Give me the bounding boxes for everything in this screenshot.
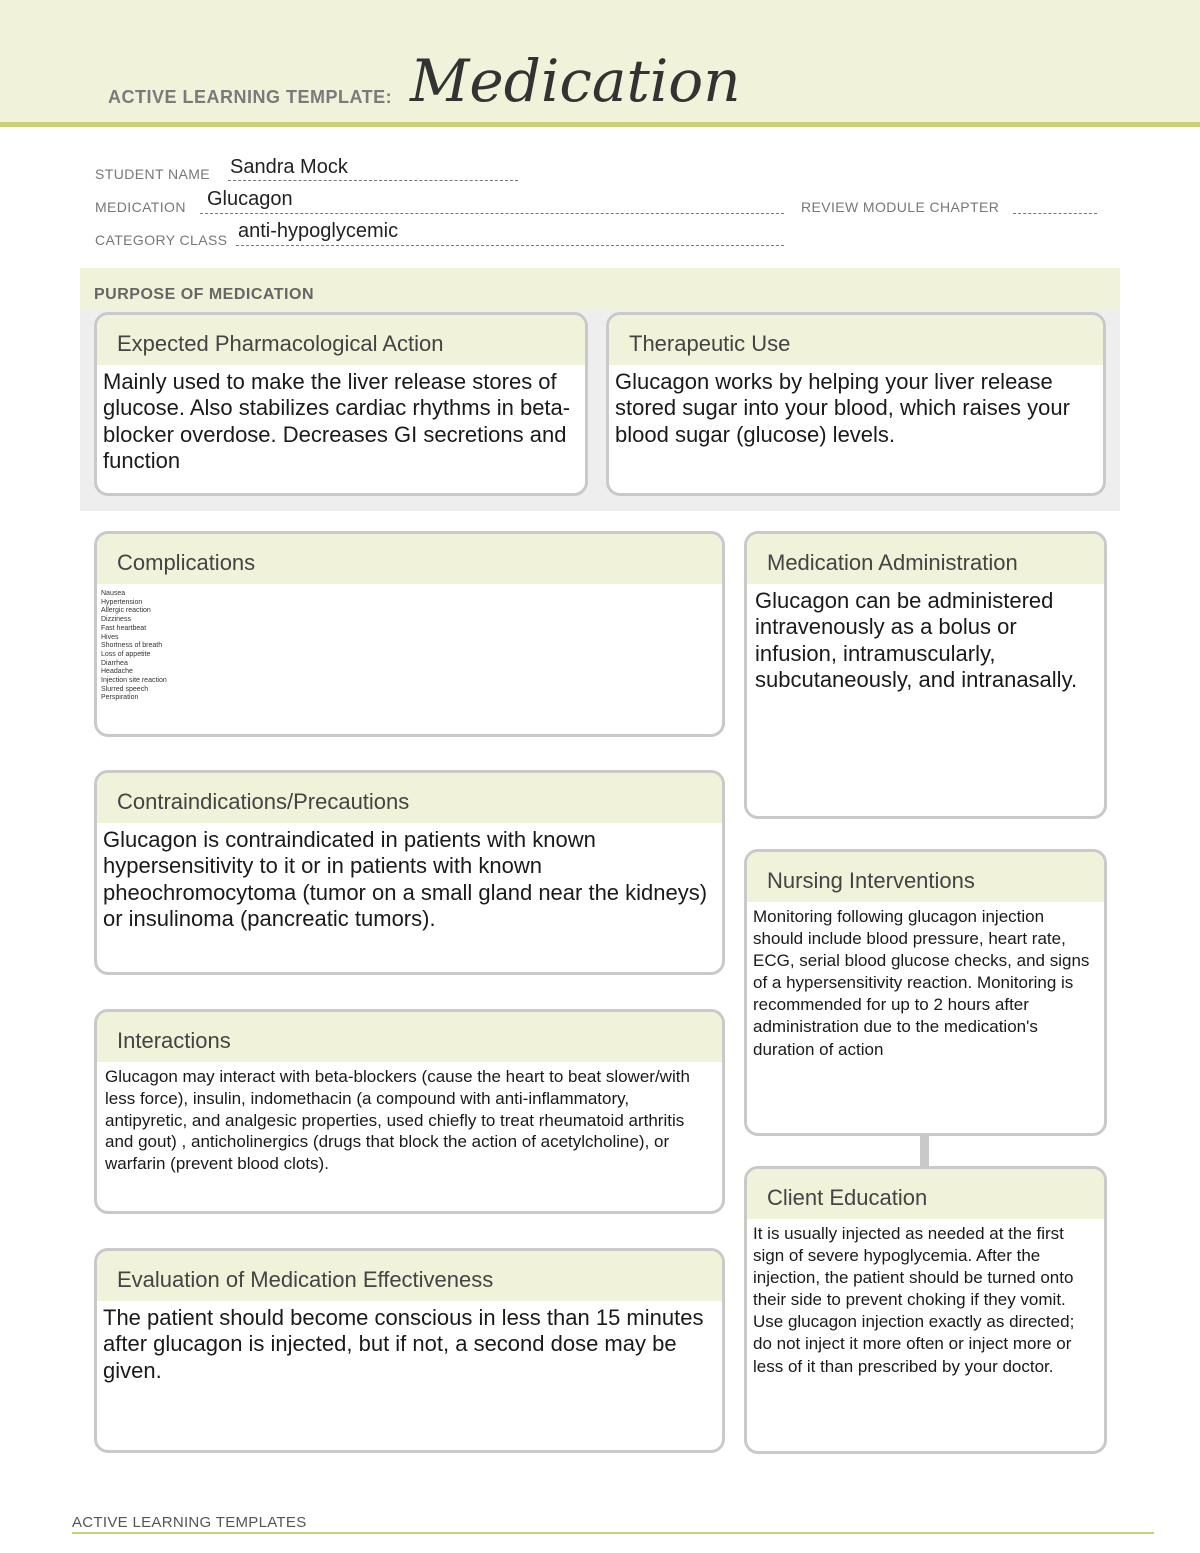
contraindications-title: Contraindications/Precautions <box>97 773 722 823</box>
purpose-label: PURPOSE OF MEDICATION <box>94 286 314 303</box>
complication-item: Fast heartbeat <box>101 624 147 632</box>
therapeutic-use-card <box>606 312 1106 496</box>
medication-line <box>200 213 784 214</box>
footer-rule <box>72 1532 1154 1534</box>
header-rule <box>0 122 1200 127</box>
student-name-line <box>228 180 518 181</box>
education-text[interactable]: It is usually injected as needed at the first sign of severe hypoglycemia. After the injection, the patient should be turned onto their side to prevent choking if they vomit. Use glucagon injection exactly as directed; do not inject it more often or inject more or less of it than prescribed by your doctor. <box>753 1224 1075 1376</box>
contraindications-card <box>94 770 725 975</box>
complications-list[interactable] <box>97 584 722 703</box>
medication-field[interactable]: Glucagon <box>207 188 293 210</box>
complication-item: Loss of appetite <box>101 650 151 658</box>
interactions-text[interactable]: Glucagon may interact with beta-blockers (cause the heart to beat slower/with less force), insulin, indomethacin (a compound with anti-inflammatory, antipyretic, and analgesic properties, used chiefly to treat rheumatoid arthritis and gout) , anticholinergics (drugs that block the action of acetylcholine), or warfarin (prevent blood clots). <box>105 1067 690 1173</box>
education-title: Client Education <box>747 1169 1104 1219</box>
expected-action-text[interactable]: Mainly used to make the liver release stores of glucose. Also stabilizes cardiac rhythms in beta-blocker overdose. Decreases GI secretions and function <box>103 369 571 474</box>
evaluation-card <box>94 1248 725 1453</box>
category-class-line <box>236 245 784 246</box>
template-label: ACTIVE LEARNING TEMPLATE: <box>108 87 393 107</box>
complication-item: Dizziness <box>101 616 131 624</box>
purpose-header <box>80 268 1120 310</box>
category-class-field[interactable]: anti-hypoglycemic <box>238 220 399 242</box>
nursing-title: Nursing Interventions <box>747 852 1104 902</box>
connector-bar <box>920 1133 929 1167</box>
student-name-label: STUDENT NAME <box>95 166 210 182</box>
complication-item: Headache <box>101 668 133 676</box>
therapeutic-use-title: Therapeutic Use <box>609 315 1103 365</box>
student-name-field[interactable]: Sandra Mock <box>230 156 348 178</box>
administration-card <box>744 531 1107 819</box>
complications-title: Complications <box>97 534 722 584</box>
interactions-title: Interactions <box>97 1012 722 1062</box>
review-module-label: REVIEW MODULE CHAPTER <box>801 199 1000 215</box>
contraindications-text[interactable]: Glucagon is contraindicated in patients with known hypersensitivity to it or in patients with known pheochromocytoma (tumor on a small gland near the kidneys) or insulinoma (pancreatic tumors). <box>103 827 708 932</box>
administration-text[interactable]: Glucagon can be administered intravenously as a bolus or infusion, intramuscularly, subcutaneously, and intranasally. <box>755 588 1078 693</box>
category-class-label: CATEGORY CLASS <box>95 232 228 248</box>
expected-action-title: Expected Pharmacological Action <box>97 315 585 365</box>
review-module-field[interactable] <box>1013 213 1097 214</box>
complication-item: Perspiration <box>101 694 139 702</box>
therapeutic-use-text[interactable]: Glucagon works by helping your liver release stored sugar into your blood, which raises your blood sugar (glucose) levels. <box>615 369 1070 447</box>
nursing-text[interactable]: Monitoring following glucagon injection should include blood pressure, heart rate, ECG, serial blood glucose checks, and signs of a hypersensitivity reaction. Monitoring is recommended for up to 2 hours after administration due to the medication's duration of action <box>753 907 1090 1059</box>
expected-action-card <box>94 312 588 496</box>
interactions-card <box>94 1009 725 1214</box>
complication-item: Hypertension <box>101 598 143 606</box>
complication-item: Allergic reaction <box>101 607 151 615</box>
evaluation-text[interactable]: The patient should become conscious in less than 15 minutes after glucagon is injected, but if not, a second dose may be given. <box>103 1305 704 1383</box>
complication-item: Shortness of breath <box>101 642 163 650</box>
complication-item: Nausea <box>101 590 126 597</box>
administration-title: Medication Administration <box>747 534 1104 584</box>
complication-item: Diarrhea <box>101 659 128 667</box>
evaluation-title: Evaluation of Medication Effectiveness <box>97 1251 722 1301</box>
complication-item: Injection site reaction <box>101 677 167 685</box>
complication-item: Slurred speech <box>101 685 149 693</box>
template-title: Medication <box>410 47 741 115</box>
education-card <box>744 1166 1107 1454</box>
medication-label: MEDICATION <box>95 199 186 215</box>
footer-text: ACTIVE LEARNING TEMPLATES <box>72 1514 307 1531</box>
complication-item: Hives <box>101 633 119 641</box>
nursing-card <box>744 849 1107 1136</box>
complications-card <box>94 531 725 737</box>
